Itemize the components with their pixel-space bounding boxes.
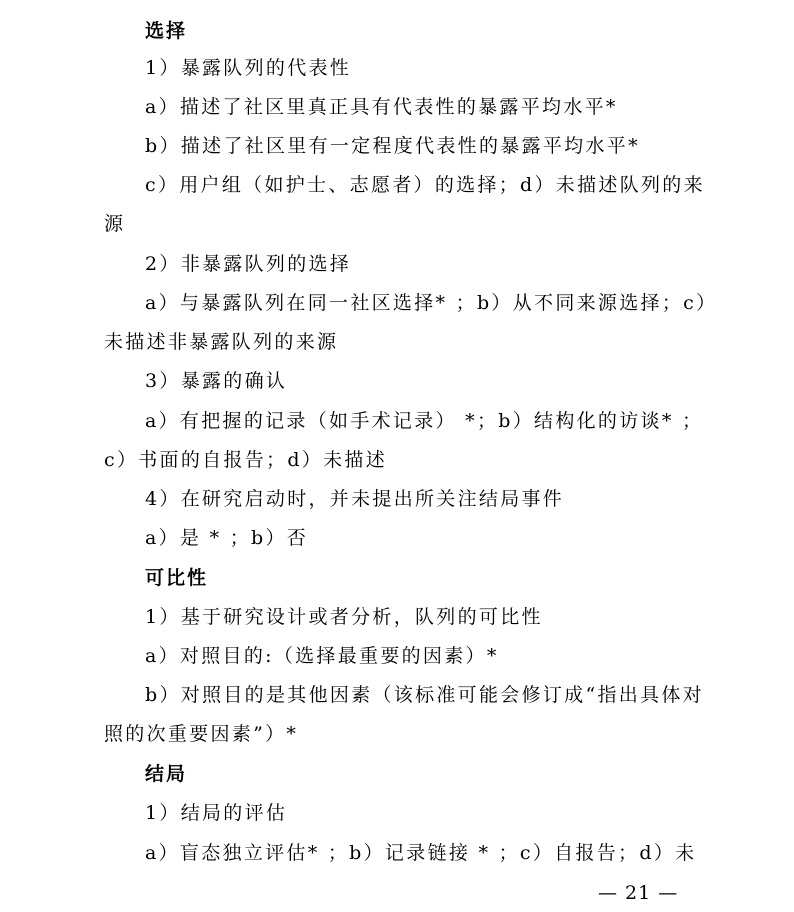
text-line: a）盲态独立评估* ；b）记录链接 * ；c）自报告；d）未: [145, 842, 697, 864]
text-line: 未描述非暴露队列的来源: [104, 331, 339, 353]
text-line: 3）暴露的确认: [145, 370, 288, 392]
text-line: 1）结局的评估: [145, 802, 288, 824]
text-line: c）书面的自报告；d）未描述: [104, 449, 388, 471]
text-line: a）与暴露队列在同一社区选择* ；b）从不同来源选择；c）: [145, 292, 718, 314]
text-line: a）是 * ；b）否: [145, 527, 309, 549]
section-heading: 可比性: [145, 567, 209, 589]
text-line: b）对照目的是其他因素（该标准可能会修订成“指出具体对: [145, 684, 704, 706]
section-heading: 选择: [145, 20, 188, 42]
text-line: 1）暴露队列的代表性: [145, 57, 352, 79]
page-number: — 21 —: [598, 882, 679, 904]
text-line: 4）在研究启动时，并未提出所关注结局事件: [145, 488, 565, 510]
text-line: b）描述了社区里有一定程度代表性的暴露平均水平*: [145, 135, 640, 157]
text-line: 源: [104, 213, 126, 235]
text-line: a）有把握的记录（如手术记录） *；b）结构化的访谈* ；: [145, 410, 704, 432]
text-line: c）用户组（如护士、志愿者）的选择；d）未描述队列的来: [145, 174, 705, 196]
text-line: 2）非暴露队列的选择: [145, 253, 352, 275]
text-line: 照的次重要因素”）*: [104, 723, 299, 745]
section-heading: 结局: [145, 763, 188, 785]
text-line: 1）基于研究设计或者分析，队列的可比性: [145, 606, 543, 628]
text-line: a）描述了社区里真正具有代表性的暴露平均水平*: [145, 96, 618, 118]
text-line: a）对照目的:（选择最重要的因素）*: [145, 645, 499, 667]
